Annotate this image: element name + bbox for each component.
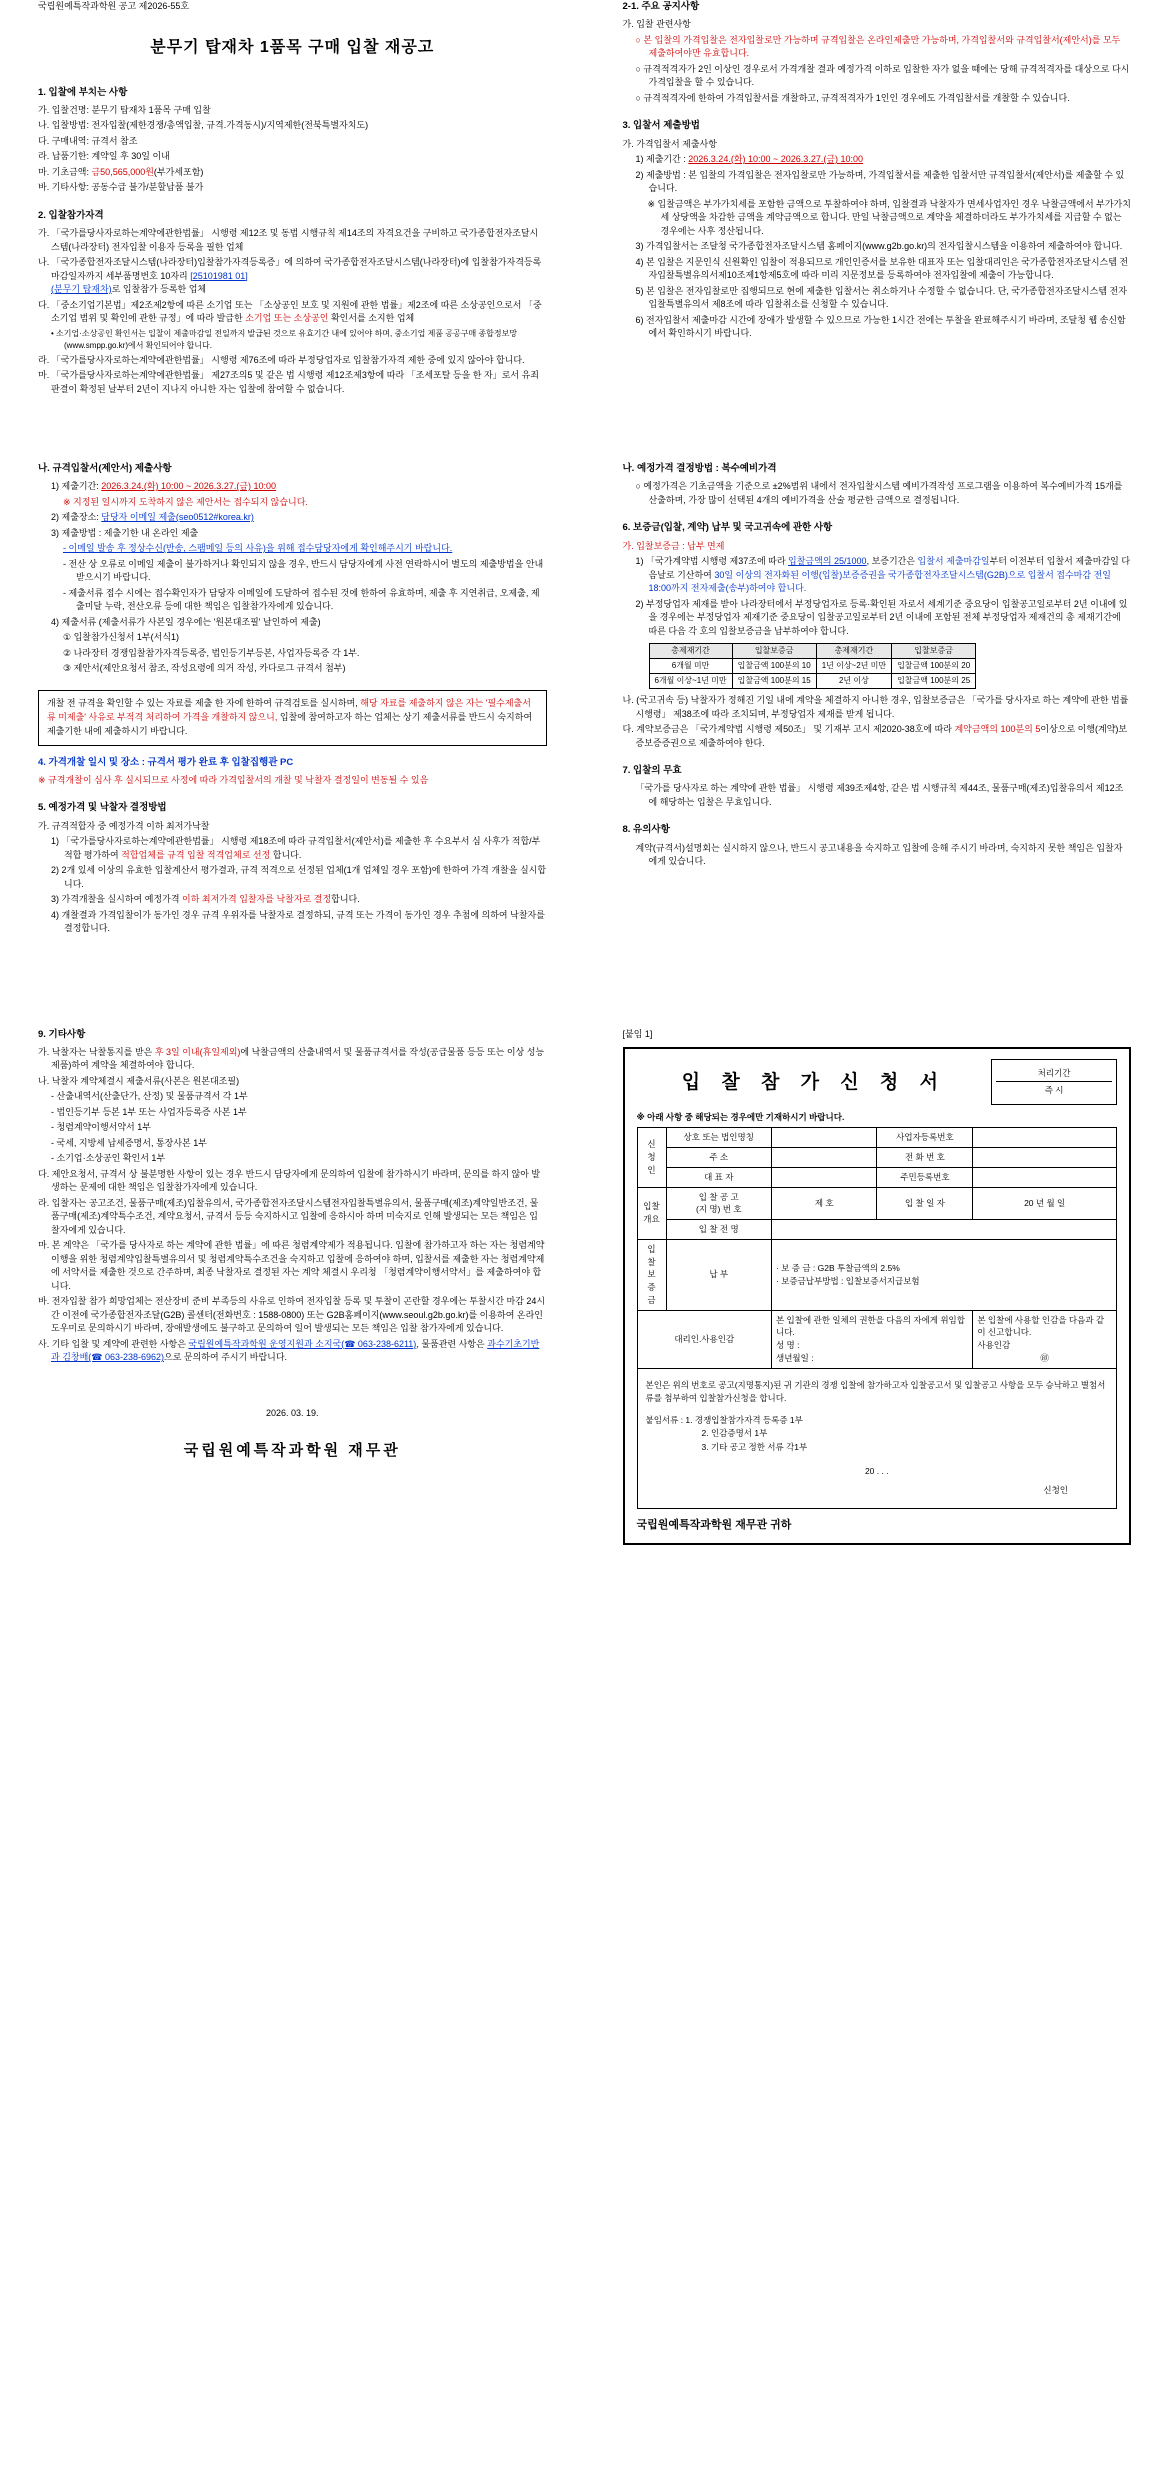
list-item: 3) 가격개찰을 실시하여 예정가격 이하 최저가격 입찰자를 낙찰자로 결정합니다. — [51, 894, 360, 905]
list-item-amount: 마. 기초금액: 금50,565,000원(부가세포함) — [38, 166, 204, 177]
cell: 2년 이상 — [816, 674, 891, 689]
list-item: 바. 기타사항: 공동수급 불가/분할납품 불가 — [38, 182, 204, 193]
bid-date-value[interactable]: 20 년 월 일 — [973, 1187, 1117, 1220]
section-nab — [623, 462, 1132, 507]
list-item: 가. 입찰건명: 분무기 탑재차 1품목 구매 입찰 — [38, 104, 211, 115]
agent-birth-field[interactable]: 생년월일 : — [775, 1352, 814, 1363]
notice-box: 개찰 전 규격을 확인할 수 있는 자료를 제출 한 자에 한하여 규격검토를 실시하며, 해당 자료를 제출하지 않은 자는 '필수제출서류 미제출' 사유로 부적격 처리하여 가격을 개찰하지 않으니, 입찰에 참여하고자 하는 업체는 상기 제출서류를 반드시 숙지하여 제출기한 내에 제출하시기 바랍니다. — [38, 690, 547, 746]
section-3-heading: 3. 입찰서 제출방법 — [622, 120, 700, 132]
form-date[interactable]: 20 . . . — [864, 1465, 889, 1476]
table-row — [637, 1310, 1117, 1368]
tel-input[interactable] — [973, 1148, 1117, 1168]
cell: 입찰금액 100분의 20 — [892, 659, 976, 674]
address-label: 주 소 — [666, 1148, 771, 1168]
deposit-section-label: 입 찰 보 증 금 — [637, 1239, 666, 1310]
submission-period: 2026.3.24.(화) 10:00 ~ 2026.3.27.(금) 10:00 — [688, 154, 864, 164]
block-spacer — [0, 436, 1169, 462]
deposit-line-1: · 보 증 금 : G2B 투찰금액의 2.5% — [775, 1262, 900, 1273]
declaration-text: 본인은 위의 번호로 공고(지명통지)된 귀 기관의 경쟁 입찰에 참가하고자 입찰공고서 및 입찰공고 사항을 모두 승낙하고 별첨서류를 첨부하여 입찰참가신청을 합니다. — [645, 1379, 1106, 1404]
contact-admin: 국립원예특작과학원 운영지원과 소지국(☎ 063-238-6211) — [188, 1338, 417, 1349]
form-recipient: 국립원예특작과학원 재무관 귀하 — [636, 1518, 792, 1531]
list-item: 라. 납품기한: 계약일 후 30일 이내 — [38, 151, 170, 162]
list-item: 나. 「국가종합전자조달시스템(나라장터)입찰참가자격등록증」에 의하여 국가종합전자조달시스템(나라장터)에 입찰참가자격등록 마감일자까지 세부품명번호 10자리 [25101981 01] (분무기 탑재차)로 입찰참가 등록한 업체 — [38, 257, 542, 294]
company-name-label: 상호 또는 법인명칭 — [666, 1128, 771, 1148]
list-item-mail: 2) 제출장소: 담당자 이메일 제출(seo0512#korea.kr) — [51, 512, 254, 523]
block-spacer — [0, 1545, 1169, 1571]
right-column-3 — [585, 1028, 1169, 1546]
list-item: 1) 「국가계약법 시행령 제37조에 따라 입찰금액의 25/1000, 보증기간은 입찰서 제출마감일부터 이전부터 입찰서 제출마감일 다음날로 기산하여 30일 이상의 전자화된 이행(입찰)보증증권을 국가종합전자조달시스템(G2B)으로 입찰서 접수마감 전일 18:00까지 전자제출(송부)하여야 합니다. — [635, 556, 1131, 593]
contract-deadline: 후 3일 이내(휴일제외) — [154, 1046, 241, 1057]
list-item: 3) 가격입찰서는 조달청 국가종합전자조달시스템 홈페이지(www.g2b.go.kr)의 전자입찰시스템을 이용하여 제출하여야 합니다. — [635, 241, 1123, 251]
list-item-date: 1) 제출기간 : 2026.3.24.(화) 10:00 ~ 2026.3.27.(금) 10:00 — [635, 154, 864, 164]
agent-name-field[interactable]: 성 명 : — [775, 1340, 800, 1351]
page-block-1 — [0, 0, 1169, 410]
attachment-3: 3. 기타 공고 정한 서류 각1부 — [701, 1441, 808, 1452]
form-note: ※ 아래 사항 중 해당되는 경우에만 기재하시기 바랍니다. — [636, 1111, 845, 1122]
section-5 — [38, 801, 547, 935]
cell: 1년 이상~2년 미만 — [816, 659, 891, 674]
agent-cell[interactable] — [771, 1310, 972, 1368]
right-column-1 — [585, 0, 1169, 410]
list-item: 가. 규격적합자 중 예정가격 이하 최저가낙찰 — [38, 820, 210, 831]
list-item: 다. 계약보증금은 「국가계약법 시행령 제50조」 및 기재부 고시 제2020-38호에 따라 계약금액의 100분의 5이상으로 이행(계약)보증보증증권으로 제출하여야 한다. — [622, 724, 1128, 748]
biz-no-input[interactable] — [973, 1128, 1117, 1148]
note: ※ 지정된 일시까지 도착하지 않은 제안서는 접수되지 않습니다. — [63, 496, 308, 507]
list-item: 가. 「국가를당사자로하는계약에관한법률」 시행령 제12조 및 동법 시행규칙 제14조의 자격요건을 구비하고 국가종합전자조달시스템(나라장터) 전자입찰 이용자 등록을 필한 업체 — [38, 228, 539, 252]
cell: 입찰금액 100분의 15 — [732, 674, 816, 689]
page-block-3 — [0, 1028, 1169, 1546]
block-spacer — [0, 1002, 1169, 1028]
section-9 — [38, 1028, 547, 1365]
table-header-row — [649, 644, 976, 659]
bid-section-label: 입찰 개요 — [637, 1187, 666, 1239]
list-item: 다. 「중소기업기본법」제2조제2항에 따른 소기업 또는 「소상공인 보호 및 지원에 관한 법률」제2조에 따른 소상공인으로서 「중소기업 범위 및 확인에 관한 규정」에 따라 발급한 소기업 또는 소상공인 확인서를 소지한 업체 — [38, 299, 542, 323]
form-table — [637, 1127, 1118, 1508]
submission-email: 담당자 이메일 제출(seo0512#korea.kr) — [101, 512, 254, 523]
deposit-detail — [771, 1239, 1116, 1310]
list-item: 마. 「국가를당사자로하는계약에관한법률」 제27조의5 및 같은 법 시행령 제12조제3항에 따라 「조세포탈 등을 한 자」로서 유죄판결이 확정된 날부터 2년이 지나지 아니한 자는 입찰에 참여할 수 없습니다. — [38, 370, 539, 394]
list-item: 2) 부정당업자 제재를 받아 나라장터에서 부정당업자로 등록·확인된 자로서 세계기준 중요당이 입찰공고일로부터 2년 이내에 있을 경우에는 부정당업자 제재기준 중요당이 입찰공고일로부터 2년 이내에 포함된 전체 부정당업자 제재건의 총 제재기간에 따른 다음 각 호의 입찰보증금을 납부하여야 합니다. — [635, 598, 1128, 636]
company-name-input[interactable] — [771, 1128, 876, 1148]
list-item: 2) 2개 있세 이상의 유효한 입찰계산서 평가결과, 규격 적격으로 선정된 업체(1개 업체일 경우 포함)에 한하여 가격 개찰을 실시합니다. — [51, 865, 547, 889]
section-1 — [38, 86, 547, 195]
agent-seal-label: 대리인.사용인감 — [637, 1310, 771, 1368]
form-title-cell — [637, 1060, 992, 1105]
bid-name-label: 입 찰 전 명 — [666, 1220, 771, 1240]
list-item: 마. 본 계약은 「국가를 당사자로 하는 계약에 관한 법률」에 따른 청렴계약제가 적용됩니다. 입찰에 참가하고자 하는 자는 청렴계약이행을 위한 청렴계약입찰특별유의서 및 청렴계약특수조건을 숙지하고 입찰에 응하여야 하며, 입찰서를 제출한 자는 청렴계약제에 서약서를 제출한 것으로 간주하며, 최종 낙찰자로 결정된 자는 계약 체결시 우리청 「청렴계약이행서약서」를 제출하여야 합니다. — [38, 1240, 545, 1291]
bid-notice-no-label: 입 찰 공 고 (지 명) 번 호 — [666, 1187, 771, 1220]
processing-value: 즉 시 — [1044, 1085, 1064, 1096]
resident-no-label: 주민등록번호 — [877, 1167, 973, 1187]
section-8 — [623, 823, 1132, 868]
list-item: 4) 본 입찰은 지문인식 신원확인 입찰이 적용되므로 개인인증서를 보유한 대표자 또는 입찰대리인은 국가종합전자조달시스템 전자입찰특별유의서제10조제1항제5호에 따라 미리 지문정보를 등록하여야 전자입찰에 제출이 가능합니다. — [635, 256, 1129, 280]
list-item: ③ 제안서(제안요청서 참조, 작성요령에 의거 작성, 카다로그 규격서 첨부) — [63, 663, 346, 674]
section-3 — [623, 119, 1132, 340]
deposit-pay-label: 납 부 — [666, 1239, 771, 1310]
address-input[interactable] — [771, 1148, 876, 1168]
list-item: 라. 입찰자는 공고조건, 물품구매(제조)입찰유의서, 국가종합전자조달시스템전자입찰특별유의서, 물품구매(제조)계약일반조건, 물품구매(제조)계약특수조건, 계약요청서, 규격서 등등 숙지하시고 입찰에 응하시아 하며 미숙지로 인해 발생되는 모든 책임은 입찰자에게 있습니다. — [38, 1197, 539, 1235]
seal-note: 본 입찰에 사용할 인감을 다음과 같이 신고합니다. — [977, 1314, 1105, 1338]
biz-no-label: 사업자등록번호 — [877, 1128, 973, 1148]
form-title: 입 찰 참 가 신 청 서 — [681, 1071, 946, 1093]
section-7-body: 「국가를 당사자로 하는 계약에 관한 법률」 시행령 제39조제4항, 같은 법 시행규칙 제44조, 물품구매(제조)입찰유의서 제12조에 해당하는 입찰은 무효입니다. — [635, 783, 1124, 807]
col-header: 입찰보증금 — [732, 644, 816, 659]
list-item: 나. 입찰방법: 전자입찰(제한경쟁/총액입찰, 규격.가격동시)/지역제한(전북특별자치도) — [38, 120, 369, 131]
col-header: 총제재기간 — [649, 644, 732, 659]
list-item: ① 입찰참가신청서 1부(서식1) — [63, 632, 180, 643]
table-row — [637, 1368, 1117, 1508]
bid-name-input[interactable] — [771, 1220, 1116, 1240]
bid-bond-table — [649, 643, 977, 689]
cell: 6개월 이상~1년 미만 — [649, 674, 732, 689]
section-6 — [623, 521, 1132, 750]
processing-label: 처리기간 — [996, 1065, 1112, 1083]
section-9-heading: 9. 기타사항 — [38, 1028, 86, 1040]
applicant-section-label: 신 청 인 — [637, 1128, 666, 1187]
list-item: 3) 제출방법 : 제출기한 내 온라인 제출 — [51, 527, 199, 538]
table-row — [649, 674, 976, 689]
processing-cell — [992, 1060, 1117, 1105]
section-4-note: ※ 규격개찰이 심사 후 실시되므로 사정에 따라 가격입찰서의 개찰 및 낙찰자 결정일이 변동될 수 있음 — [38, 774, 429, 785]
section-8-body: 계약(규격서)설명회는 실시하지 않으나, 반드시 공고내용을 숙지하고 입찰에 응해 주시기 바라며, 숙지하지 못한 책임은 입찰자에게 있습니다. — [635, 842, 1123, 866]
right-column-2 — [585, 462, 1169, 950]
cell: 입찰금액 100분의 10 — [732, 659, 816, 674]
block-spacer — [0, 950, 1169, 976]
table-row — [637, 1187, 1117, 1220]
table-row — [637, 1148, 1117, 1168]
list-item: 4) 제출서류 (제출서류가 사본일 경우에는 '원본대조필' 날인하여 제출) — [51, 616, 321, 627]
block-spacer — [0, 976, 1169, 1002]
list-item: 5) 본 입찰은 전자입찰로만 집행되므로 현에 제출한 입찰서는 취소하거나 수정할 수 없습니다. 단, 국가종합전자조달시스템 전자입찰특별유의서 제8조에 따라 입찰취소를 신청할 수 있습니다. — [635, 285, 1127, 309]
section-8-heading: 8. 유의사항 — [622, 824, 670, 836]
section-na-heading: 나. 규격입찰서(제안서) 제출사항 — [38, 463, 172, 474]
section-2-heading: 2. 입찰참가자격 — [38, 209, 104, 221]
list-item: 다. 구매내역: 규격서 참조 — [38, 135, 138, 146]
section-4 — [38, 756, 547, 788]
list-item: - 법인등기부 등본 1부 또는 사업자등록증 사본 1부 — [51, 1106, 247, 1117]
contact-product: 과수기초기반과 김창배(☎ 063-238-6962) — [51, 1338, 540, 1363]
seal-mark-icon: ㊞ — [1040, 1352, 1049, 1363]
list-item: 1) 「국가를당사자로하는계약에관한법률」 시행령 제18조에 따라 규격입찰서(제안서)를 제출한 후 수요부서 심 사후가 적합/부적합 평가하여 적합업체를 규격 입찰 적격업체로 선정 합니다. — [51, 836, 541, 860]
list-item: - 제출서류 접수 시에는 접수확인자가 담당자 이메일에 도달하여 접수된 것에 한하여 유효하며, 제출 후 지연취급, 오제출, 제출미달 누락, 전산오류 등에 대한 책임은 입찰참가자에게 있습니다. — [63, 587, 540, 612]
list-item: 바. 전자입찰 참가 희망업체는 전산장비 준비 부족등의 사유로 인하여 전자입찰 등록 및 투찰이 곤란할 경우에는 투찰시간 마감 24시간 이전에 국가종합전자조달(G2B) 콜센터(전화번호 : 1588-0800) 또는 G2B홈페이지(www.seoul.g2b.go.kr)를 이용하여 온라인 도우미로 문의하시기 바라며, 장애발생에도 불구하고 문의하여 일어 발생되는 모든 책임은 입찰 참가자에게 있습니다. — [38, 1296, 546, 1334]
list-item: ○ 규격적격자가 2인 이상인 경우로서 가격개찰 결과 예정가격 이하로 입찰한 자가 없을 때에는 당해 규격적격자를 대상으로 다시 가격입찰을 할 수 있습니다. — [635, 63, 1130, 88]
sub-heading: 가. 입찰 관련사항 — [622, 19, 691, 30]
deposit-line-2: · 보증금납부방법 : 입찰보증서지급보험 — [775, 1275, 920, 1286]
notice-box-highlight: 해당 자료를 제출하지 않은 자는 '필수제출서류 미제출' 사유로 부적격 처리하여 가격을 개찰하지 않으니, — [47, 697, 531, 722]
proposal-period: 2026.3.24.(화) 10:00 ~ 2026.3.27.(금) 10:00 — [101, 481, 277, 492]
list-item: - 국세, 지방세 납세증명서, 통장사본 1부 — [51, 1137, 207, 1148]
item-code-name: (분무기 탑재차) — [51, 284, 112, 294]
section-2 — [38, 209, 547, 396]
section-5-heading: 5. 예정가격 및 낙찰자 결정방법 — [38, 802, 167, 814]
list-item: - 청렴계약이행서약서 1부 — [51, 1122, 151, 1133]
list-item: 나. (국고귀속 등) 낙찰자가 정해진 기일 내에 계약을 체결하지 아니한 경우, 입찰보증금은 「국가를 당사자로 하는 계약에 관한 법률 시행령」 제38조에 따라 조치되며, 부정당업자 제재를 받게 됩니다. — [622, 695, 1129, 719]
list-item: 다. 제안요청서, 규격서 상 불분명한 사항이 있는 경우 반드시 담당자에게 문의하여 입찰에 참가하시기 바라며, 문의를 하지 않아 발생하는 문제에 대한 책임은 입찰참가자에게 있습니다. — [38, 1168, 541, 1193]
list-item: 4) 개찰결과 가격입찰이가 동가인 경우 규격 우위자를 낙찰자로 결정하되, 규격 또는 가격이 동가인 경우 추첨에 의하여 낙찰자를 결정합니다. — [51, 909, 545, 934]
list-item-contact: 사. 기타 입찰 및 계약에 관련한 사항은 국립원예특작과학원 운영지원과 소지국(☎ 063-238-6211), 물품관련 사항은 과수기초기반과 김창배(☎ 063-238-6962)으로 문의하여 주시기 바랍니다. — [38, 1338, 540, 1363]
section-nab-heading: 나. 예정가격 결정방법 : 복수예비가격 — [622, 463, 777, 474]
declaration-cell — [637, 1368, 1117, 1508]
ceo-input[interactable] — [771, 1167, 876, 1187]
bid-notice-no-value[interactable]: 제 호 — [771, 1187, 876, 1220]
section-7 — [623, 764, 1132, 809]
list-item-date: 1) 제출기간: 2026.3.24.(화) 10:00 ~ 2026.3.27.(금) 10:00 — [51, 481, 277, 492]
sme-cert: 소기업 또는 소상공인 — [245, 313, 329, 323]
section-7-heading: 7. 입찰의 무효 — [622, 765, 682, 776]
table-row — [637, 1239, 1117, 1310]
list-item: 나. 낙찰자 계약체결시 제출서류(사본은 원본대조필) — [38, 1075, 240, 1086]
list-item: ○ 규격적격자에 한하여 가격입찰서를 개찰하고, 규격적격자가 1인인 경우에도 가격입찰서를 개찰할 수 있습니다. — [635, 92, 1070, 103]
table-row — [637, 1060, 1117, 1105]
list-item: ○ 본 입찰의 가격입찰은 전자입찰로만 가능하며 규격입찰은 온라인제출만 가능하며, 가격입찰서와 규격입찰서(제안서)를 모두 제출하여야만 유효합니다. — [635, 34, 1121, 59]
list-item: - 전산 상 오류로 이메일 제출이 불가하거나 확인되지 않을 경우, 반드시 담당자에게 사전 연락하시어 별도의 제출방법을 안내받으시기 바랍니다. — [63, 558, 544, 583]
sub-heading: 가. 입찰보증금 : 납부 면제 — [622, 540, 725, 551]
cell: 입찰금액 100분의 25 — [892, 674, 976, 689]
list-item: - 산출내역서(산출단가, 산정) 및 물품규격서 각 1부 — [51, 1091, 248, 1102]
section-2-1 — [623, 0, 1132, 105]
left-column-2 — [0, 462, 585, 950]
section-na — [38, 462, 547, 676]
table-row — [637, 1167, 1117, 1187]
bid-date-label: 입 찰 일 자 — [877, 1187, 973, 1220]
list-item: 2) 제출방법 : 본 입찰의 가격입찰은 전자입찰로만 가능하며, 가격입찰서를 제출한 입찰서만 규격입찰서(제안서)를 제출할 수 있습니다. — [635, 169, 1125, 193]
list-item: 6) 전자입찰서 제출마감 시간에 장애가 발생할 수 있으므로 가능한 1시간 전에는 투찰을 완료해주시기 바라며, 조달청 웹 송신함에서 확인하시기 바랍니다. — [635, 314, 1126, 338]
signer-label: 신청인 — [1043, 1485, 1068, 1496]
list-item: ② 나라장터 경쟁입찰참가자격등록증, 법인등기부등본, 사업자등록증 각 1부. — [63, 647, 360, 658]
seal-label: 사용인감 — [977, 1340, 1011, 1351]
list-item: ※ 입찰금액은 부가가치세를 포함한 금액으로 투찰하여야 하며, 입찰결과 낙찰자가 면세사업자인 경우 낙찰금액에서 부가가치세 상당액을 차감한 금액을 계약금액으로 합니다. 만일 낙찰금액으로 계약을 체결하더라도 부가가치세를 지급할 수 없는 경우에는 사후 정산됩니다. — [647, 198, 1131, 236]
appendix-label: [붙임 1] — [622, 1028, 653, 1039]
left-column-1 — [0, 0, 585, 410]
block-spacer — [0, 410, 1169, 436]
application-form — [623, 1047, 1132, 1545]
list-item: - 이메일 발송 후 정상수신(반송, 스팸메일 등의 사유)을 위해 접수담당자에게 확인해주시기 바랍니다. — [63, 543, 453, 554]
tel-label: 전 화 번 호 — [877, 1148, 973, 1168]
list-item: ○ 예정가격은 기초금액을 기준으로 ±2%범위 내에서 전자입찰시스템 예비가격작성 프로그램을 이용하여 복수예비가격 15개를 산출하며, 가장 많이 선택된 4개의 예비가격을 산술 평균한 금액으로 결정됩니다. — [635, 481, 1123, 505]
attachment-2: 2. 인감증명서 1부 — [701, 1428, 768, 1439]
cell: 6개월 미만 — [649, 659, 732, 674]
ceo-label: 대 표 자 — [666, 1167, 771, 1187]
attachment-1: 붙임서류 : 1. 경쟁입찰참가자격 등록증 1부 — [645, 1414, 803, 1425]
note-sme: • 소기업·소상공인 확인서는 입찰이 제출마감일 전일까지 발급된 것으로 유효기간 내에 있어야 하며, 중소기업 제품 공공구매 종합정보망(www.smpp.go.kr)에서 확인되어야 합니다. — [51, 328, 518, 350]
page-block-2 — [0, 462, 1169, 950]
section-2-1-heading: 2-1. 주요 공지사항 — [622, 1, 700, 12]
list-item: 가. 낙찰자는 낙찰통지를 받은 후 3일 이내(휴일제외)에 낙찰금액의 산출내역서 및 물품규격서를 작성(공급물품 등등 또는 이상 성능 제품)하여 계약을 체결하여야 합니다. — [38, 1046, 545, 1071]
list-item: 라. 「국가를당사자로하는계약에관한법률」 시행령 제76조에 따라 부정당업자로 입찰참가자격 제한 중에 있지 않아야 합니다. — [38, 354, 525, 365]
form-title-table — [637, 1059, 1118, 1105]
section-4-heading: 4. 가격개찰 일시 및 장소 : 규격서 평가 완료 후 입찰집행관 PC — [38, 756, 294, 768]
lowest-bid-text: 이하 최저가격 입찰자를 낙찰자로 결정 — [182, 894, 332, 905]
col-header: 입찰보증금 — [892, 644, 976, 659]
sub-heading: 가. 가격입찰서 제출사항 — [622, 138, 717, 149]
section-6-heading: 6. 보증금(입찰, 계약) 납부 및 국고귀속에 관한 사항 — [622, 522, 833, 534]
item-code: [25101981 01] — [190, 270, 248, 281]
document-header: 국립원예특작과학원 공고 제2026-55호 — [38, 1, 190, 11]
issuer-name: 국립원예특작과학원 재무관 — [183, 1442, 401, 1460]
table-row — [649, 659, 976, 674]
page-title: 분무기 탑재차 1품목 구매 입찰 재공고 — [150, 38, 435, 56]
agent-note: 본 입찰에 관한 일체의 권한을 다음의 자에게 위임합니다. — [775, 1314, 965, 1338]
col-header: 총제재기간 — [816, 644, 891, 659]
seal-cell[interactable] — [973, 1310, 1117, 1368]
issue-date: 2026. 03. 19. — [265, 1407, 319, 1418]
list-item: - 소기업·소상공인 확인서 1부 — [51, 1153, 166, 1164]
base-amount: 금50,565,000원 — [91, 166, 154, 177]
table-row — [637, 1128, 1117, 1148]
table-row — [637, 1220, 1117, 1240]
qualified-text: 적합업체를 규격 입찰 적격업체로 선정 — [121, 849, 271, 860]
resident-no-input[interactable] — [973, 1167, 1117, 1187]
section-1-heading: 1. 입찰에 부치는 사항 — [38, 86, 128, 98]
left-column-3 — [0, 1028, 585, 1546]
bid-bond-rate: 입찰금액의 25/1000 — [788, 556, 867, 566]
